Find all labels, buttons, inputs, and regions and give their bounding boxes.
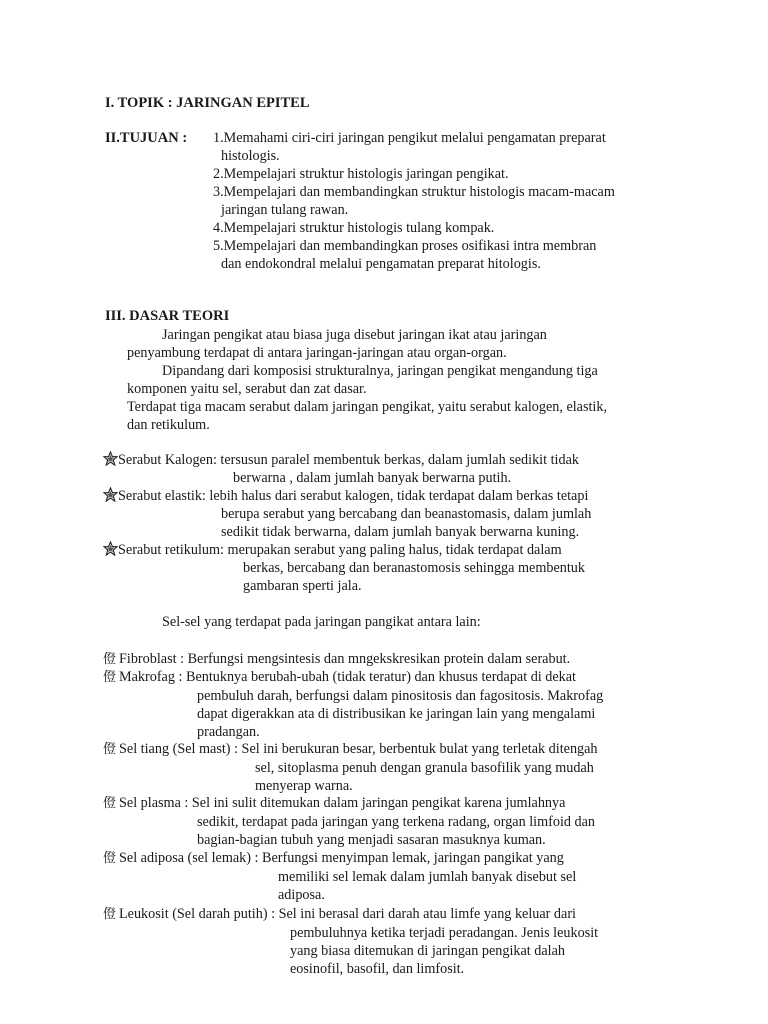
bullet-glyph-icon: 僜 xyxy=(103,796,117,811)
paragraph-3: Terdapat tiga macam serabut dalam jaringan pengikat, yaitu serabut kalogen, elastik, dan retikulum. xyxy=(127,399,608,433)
serabut-elastik: Serabut elastik: lebih halus dari serabut kalogen, tidak terdapat dalam berkas tetapi berupa serabut yang bercabang dan beanastomasis, dalam jumlah sedikit tidak berwarna, dalam jumlah banyak berwarna kuning. xyxy=(103,487,655,541)
topik-heading: I. TOPIK : JARINGAN EPITEL xyxy=(105,95,310,111)
dasar-teori-body xyxy=(127,326,653,434)
bullet-glyph-icon: 僜 xyxy=(103,670,117,685)
sel-intro: Sel-sel yang terdapat pada jaringan pangikat antara lain: xyxy=(162,614,481,630)
sel-tiang: 僜 Sel tiang (Sel mast) : Sel ini berukuran besar, berbentuk bulat yang terletak ditengah sel, sitoplasma penuh dengan granula basofilik yang mudah menyerap warna. xyxy=(103,741,598,794)
star-bullet-icon xyxy=(103,452,118,468)
bullet-glyph-icon: 僜 xyxy=(103,851,117,866)
paragraph-2: Dipandang dari komposisi strukturalnya, jaringan pengikat mengandung tiga komponen yaitu sel, serabut dan zat dasar. xyxy=(127,363,598,397)
star-bullet-icon xyxy=(103,488,118,504)
bullet-glyph-icon: 僜 xyxy=(103,742,117,757)
tujuan-item-3: 3.Mempelajari dan membandingkan struktur histologis macam-macam jaringan tulang rawan. xyxy=(213,184,615,218)
tujuan-label: II.TUJUAN : xyxy=(105,130,188,146)
tujuan-item-4: 4.Mempelajari struktur histologis tulang kompak. xyxy=(213,220,495,236)
tujuan-item-1: 1.Memahami ciri-ciri jaringan pengikut melalui pengamatan preparat histologis. xyxy=(213,130,606,164)
serabut-kalogen: Serabut Kalogen: tersusun paralel membentuk berkas, dalam jumlah sedikit tidak berwarna , dalam jumlah banyak berwarna putih. xyxy=(103,451,655,487)
serabut-retikulum: Serabut retikulum: merupakan serabut yang paling halus, tidak terdapat dalam berkas, bercabang dan beranastomosis sehingga membentuk gambaran sperti jala. xyxy=(103,541,655,595)
sel-adiposa: 僜 Sel adiposa (sel lemak) : Berfungsi menyimpan lemak, jaringan pangikat yang memiliki sel lemak dalam jumlah banyak disebut sel adiposa. xyxy=(103,850,577,903)
dasar-teori-heading: III. DASAR TEORI xyxy=(105,308,230,324)
bullet-glyph-icon: 僜 xyxy=(103,907,117,922)
tujuan-item-5: 5.Mempelajari dan membandingkan proses osifikasi intra membran dan endokondral melalui pengamatan preparat hitologis. xyxy=(213,238,597,272)
sel-fibroblast: 僜 Fibroblast : Berfungsi mengsintesis dan mngekskresikan protein dalam serabut. xyxy=(103,651,571,667)
sel-plasma: 僜 Sel plasma : Sel ini sulit ditemukan dalam jaringan pengikat karena jumlahnya sedikit, terdapat pada jaringan yang terkena radang, organ limfoid dan bagian-bagian tubuh yang menjadi sasaran masuknya kuman. xyxy=(103,795,596,848)
paragraph-1: Jaringan pengikat atau biasa juga disebut jaringan ikat atau jaringan penyambung terdapat di antara jaringan-jaringan atau organ-organ. xyxy=(127,327,547,361)
star-bullet-icon xyxy=(103,542,118,558)
sel-leukosit: 僜 Leukosit (Sel darah putih) : Sel ini berasal dari darah atau limfe yang keluar dari pembuluhnya ketika terjadi peradangan. Jenis leukosit yang biasa ditemukan di jaringan pengikat dalah eosinofil, basofil, dan limfosit. xyxy=(103,906,599,977)
bullet-glyph-icon: 僜 xyxy=(103,652,117,667)
tujuan-list xyxy=(213,129,658,273)
tujuan-item-2: 2.Mempelajari struktur histologis jaringan pengikat. xyxy=(213,166,509,182)
sel-makrofag: 僜 Makrofag : Bentuknya berubah-ubah (tidak teratur) dan khusus terdapat di dekat pembuluh darah, berfungsi dalam pinositosis dan fagositosis. Makrofag dapat digerakkan ata di distribusikan ke jaringan lain yang mengalami pradangan. xyxy=(103,669,604,740)
